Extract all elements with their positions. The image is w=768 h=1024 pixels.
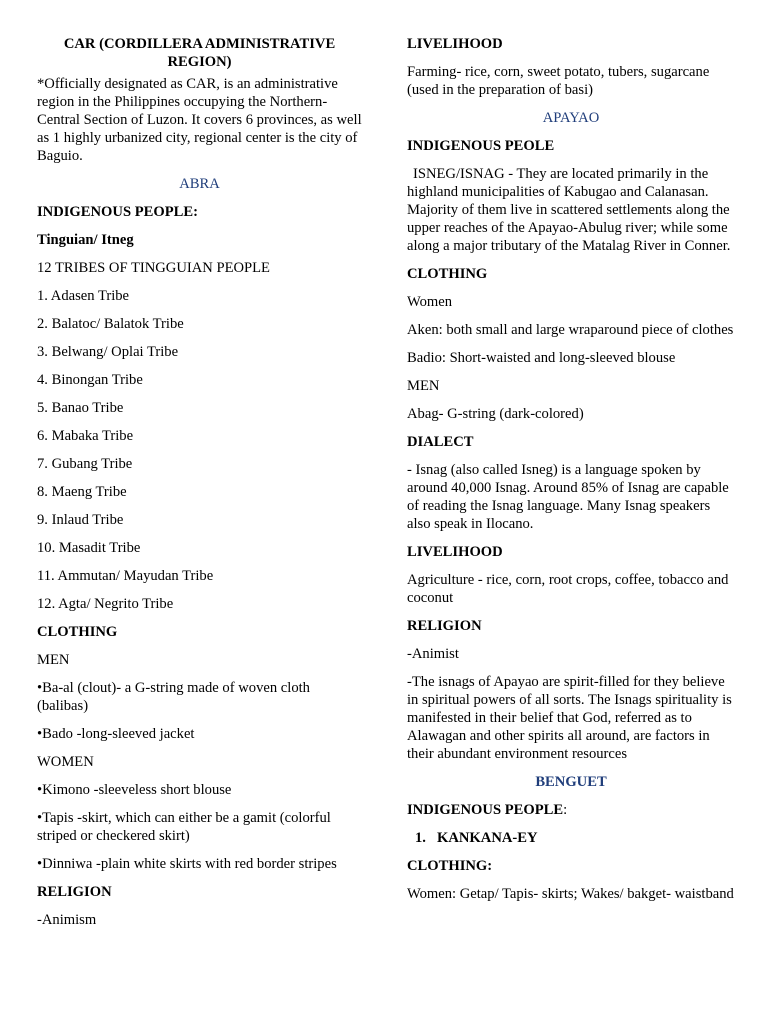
tribe-item: 5. Banao Tribe — [37, 400, 124, 416]
clothing-item: •Ba-al (clout)- a G-string made of woven cloth (balibas) — [37, 680, 310, 714]
indigenous-people-heading: INDIGENOUS PEOPLE — [407, 802, 564, 818]
livelihood-heading: LIVELIHOOD — [407, 36, 503, 52]
isneg-paragraph: ISNEG/ISNAG - They are located primarily in the highland municipalities of Kabugao and Calanasan. Majority of them live in scattered settlements along the upper reaches of the Apayao-Abulug river; while some along a major tributary of the Matalag River in Conner. — [407, 166, 731, 254]
religion-paragraph: -The isnags of Apayao are spirit-filled for they believe in spiritual powers of all sorts. The Isnags spirituality is manifested in their belief that God, referred as to Alawagan and other spirits all around, are factors in their abundant environment resources — [407, 674, 732, 762]
heading-colon: : — [563, 802, 568, 818]
tribe-item: 3. Belwang/ Oplai Tribe — [37, 344, 179, 360]
livelihood-text: Agriculture - rice, corn, root crops, coffee, tobacco and coconut — [407, 572, 729, 606]
tribe-item: 9. Inlaud Tribe — [37, 512, 124, 528]
tribe-item: 10. Masadit Tribe — [37, 540, 141, 556]
left-column — [37, 35, 362, 939]
clothing-item: •Dinniwa -plain white skirts with red border stripes — [37, 856, 337, 872]
tribe-item: 8. Maeng Tribe — [37, 484, 127, 500]
tribe-item: 1. Adasen Tribe — [37, 288, 130, 304]
dialect-text: - Isnag (also called Isneg) is a language spoken by around 40,000 Isnag. Around 85% of Isnag are capable of reading the Isnag language. Many Isnag speakers also speak in Ilocano. — [407, 462, 729, 532]
tribe-item: 7. Gubang Tribe — [37, 456, 133, 472]
document-title: CAR (CORDILLERA ADMINISTRATIVE REGION) — [63, 36, 336, 70]
badio-text: Badio: Short-waisted and long-sleeved blouse — [407, 350, 676, 366]
indigenous-people-heading: INDIGENOUS PEOPLE: — [37, 204, 198, 220]
item-number: 1. — [415, 830, 426, 846]
tribes-heading: 12 TRIBES OF TINGGUIAN PEOPLE — [37, 260, 270, 276]
religion-heading: RELIGION — [407, 618, 482, 634]
intro-paragraph: *Officially designated as CAR, is an administrative region in the Philippines occupying the Northern-Central Section of Luzon. It covers 6 provinces, as well as 1 highly urbanized city, regional center is the city of Baguio. — [37, 76, 362, 164]
numbered-item — [407, 829, 735, 847]
clothing-item: •Kimono -sleeveless short blouse — [37, 782, 232, 798]
men-label: MEN — [407, 378, 440, 394]
tribe-item: 2. Balatoc/ Balatok Tribe — [37, 316, 184, 332]
abag-text: Abag- G-string (dark-colored) — [407, 406, 584, 422]
aken-text: Aken: both small and large wraparound piece of clothes — [407, 322, 734, 338]
women-label: WOMEN — [37, 754, 94, 770]
clothing-heading: CLOTHING — [407, 266, 488, 282]
tribe-item: 6. Mabaka Tribe — [37, 428, 134, 444]
clothing-heading: CLOTHING: — [407, 858, 493, 874]
women-label: Women — [407, 294, 453, 310]
clothing-heading: CLOTHING — [37, 624, 118, 640]
livelihood-heading: LIVELIHOOD — [407, 544, 503, 560]
clothing-text: Women: Getap/ Tapis- skirts; Wakes/ bakget- waistband — [407, 886, 734, 902]
benguet-heading: BENGUET — [535, 774, 607, 790]
kankanaey-label: KANKANA-EY — [437, 830, 538, 846]
religion-heading: RELIGION — [37, 884, 112, 900]
dialect-heading: DIALECT — [407, 434, 474, 450]
tribe-item: 12. Agta/ Negrito Tribe — [37, 596, 174, 612]
tribe-item: 4. Binongan Tribe — [37, 372, 143, 388]
tribe-name: Tinguian/ Itneg — [37, 232, 134, 248]
indigenous-people-line — [407, 801, 735, 819]
men-label: MEN — [37, 652, 70, 668]
abra-heading: ABRA — [179, 176, 220, 192]
right-column — [407, 35, 735, 913]
religion-text: -Animism — [37, 912, 97, 928]
apayao-heading: APAYAO — [542, 110, 600, 126]
clothing-item: •Bado -long-sleeved jacket — [37, 726, 195, 742]
religion-text: -Animist — [407, 646, 459, 662]
clothing-item: •Tapis -skirt, which can either be a gamit (colorful striped or checkered skirt) — [37, 810, 331, 844]
livelihood-text: Farming- rice, corn, sweet potato, tubers, sugarcane (used in the preparation of basi) — [407, 64, 710, 98]
indigenous-people-heading: INDIGENOUS PEOLE — [407, 138, 555, 154]
tribe-item: 11. Ammutan/ Mayudan Tribe — [37, 568, 214, 584]
